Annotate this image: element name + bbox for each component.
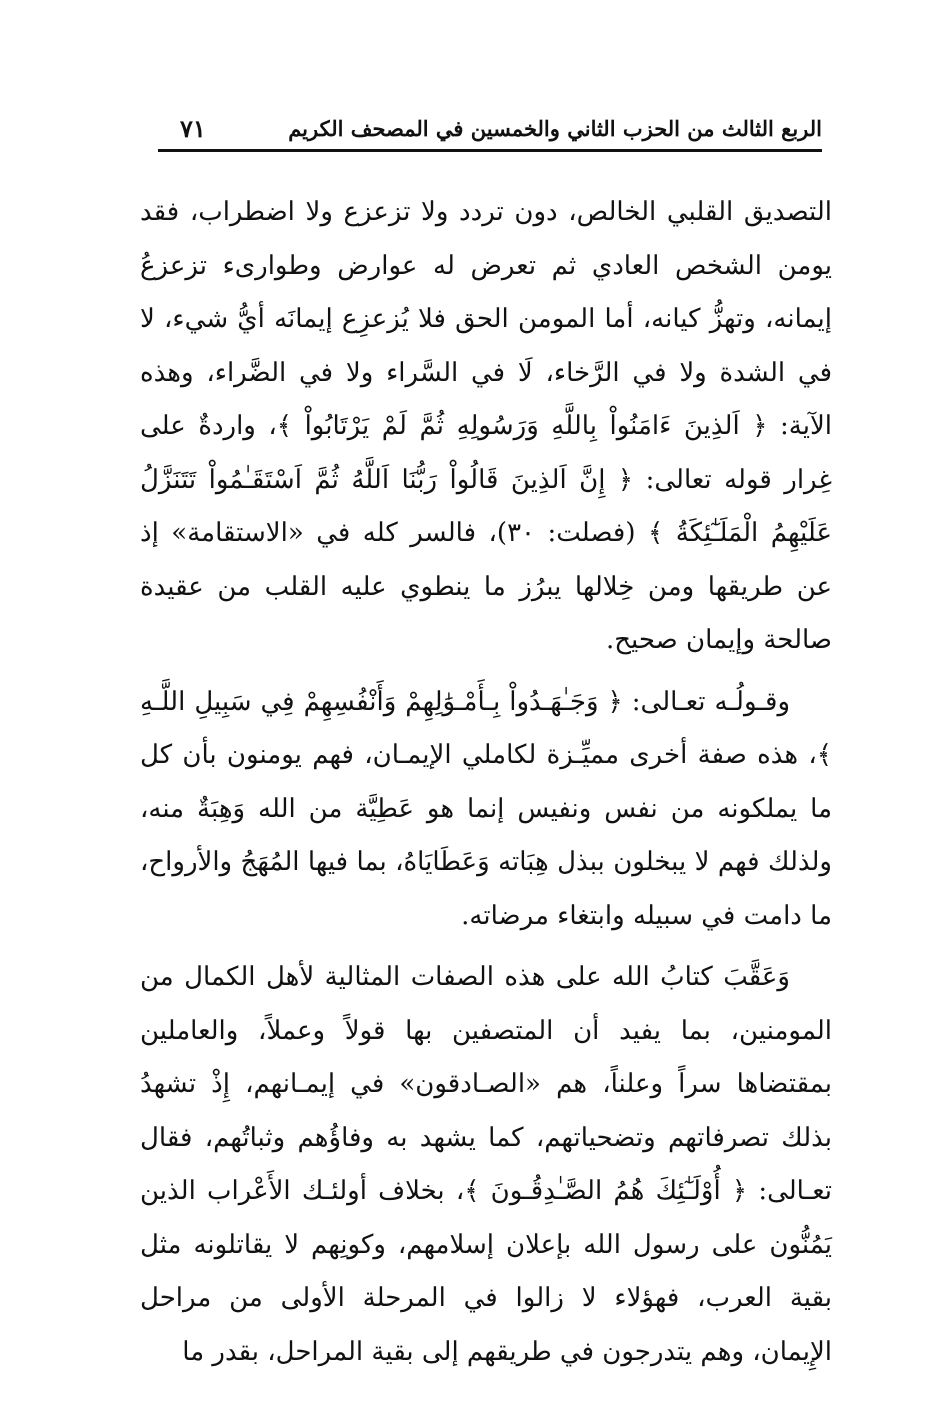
page-header — [158, 108, 822, 148]
main-text — [140, 186, 832, 1379]
header-rule — [158, 149, 822, 152]
paragraph-3: وَعَقَّبَ كتابُ الله على هذه الصفات المثالية لأهل الكمال من المومنين، بما يفيد أن المتصفين بها قولاً وعملاً، والعاملين بمقتضاها سراً وعلناً، هم «الصـادقون» في إيمـانهم، إِذْ تشهدُ بذلك تصرفاتهم وتضحياتهم، كما يشهد به وفاؤُهم وثباتُهم، فقال تعـالى: ﴿ أُوْلَـٰٓئِكَ هُمُ الصَّـٰدِقُـونَ ﴾، بخلاف أولئـك الأَعْراب الذين يَمُنُّون على رسول الله بإعلان إسلامهم، وكونِهم لا يقاتلونه مثل بقية العرب، فهؤلاء لا زالوا في المرحلة الأولى من مراحل الإِيمان، وهم يتدرجون في طريقهم إلى بقية المراحل، بقدر ما — [140, 962, 832, 1367]
paragraph-1: التصديق القلبي الخالص، دون تردد ولا تزعزع ولا اضطراب، فقد يومن الشخص العادي ثم تعرض له عوارض وطوارىء تزعزعُ إيمانه، وتهزُّ كيانه، أما المومن الحق فلا يُزعزِع إيمانَه أيُّ شيء، لا في الشدة ولا في الرَّخاء، لَا في السَّراء ولا في الضَّراء، وهذه الآية: ﴿ اَلذِينَ ءَامَنُواْ بِاللَّهِ وَرَسُولِهِ ثُمَّ لَمْ يَرْتَابُواْ ﴾، واردةٌ على غِرار قوله تعالى: ﴿ إِنَّ اَلذِينَ قَالُواْ رَبُّنَا اَللَّهُ ثُمَّ اَسْتَقَـٰمُواْ تَتَنَزَّلُ عَلَيْهِمُ الْمَلَـٰٓئِكَةُ ﴾ (فصلت: ٣٠)، فالسر كله في «الاستقامة» إذ عن طريقها ومن خِلالها يبرُز ما ينطوي عليه القلب من عقيدة صالحة وإيمان صحيح. — [140, 197, 833, 655]
paragraph-2: وقـولُـه تعـالى: ﴿ وَجَـٰهَـدُواْ بِـأَمْـوَٰلِهِمْ وَأَنْفُسِهِمْ فِي سَبِيلِ اللَّـهِ ﴾، هذه صفة أخرى مميِّـزة لكاملي الإيمـان، فهم يومنون بأن كل ما يملكونه من نفس ونفيس إنما هو عَطِيَّة من الله وَهِبَةٌ منه، ولذلك فهم لا يبخلون ببذل هِبَاته وَعَطَايَاهُ، بما فيها المُهَجُ والأرواح، ما دامت في سبيله وابتغاء مرضاته. — [140, 686, 832, 931]
page-number: ٧١ — [180, 114, 206, 143]
running-title: الربع الثالث من الحزب الثاني والخمسين في المصحف الكريم — [288, 116, 822, 141]
